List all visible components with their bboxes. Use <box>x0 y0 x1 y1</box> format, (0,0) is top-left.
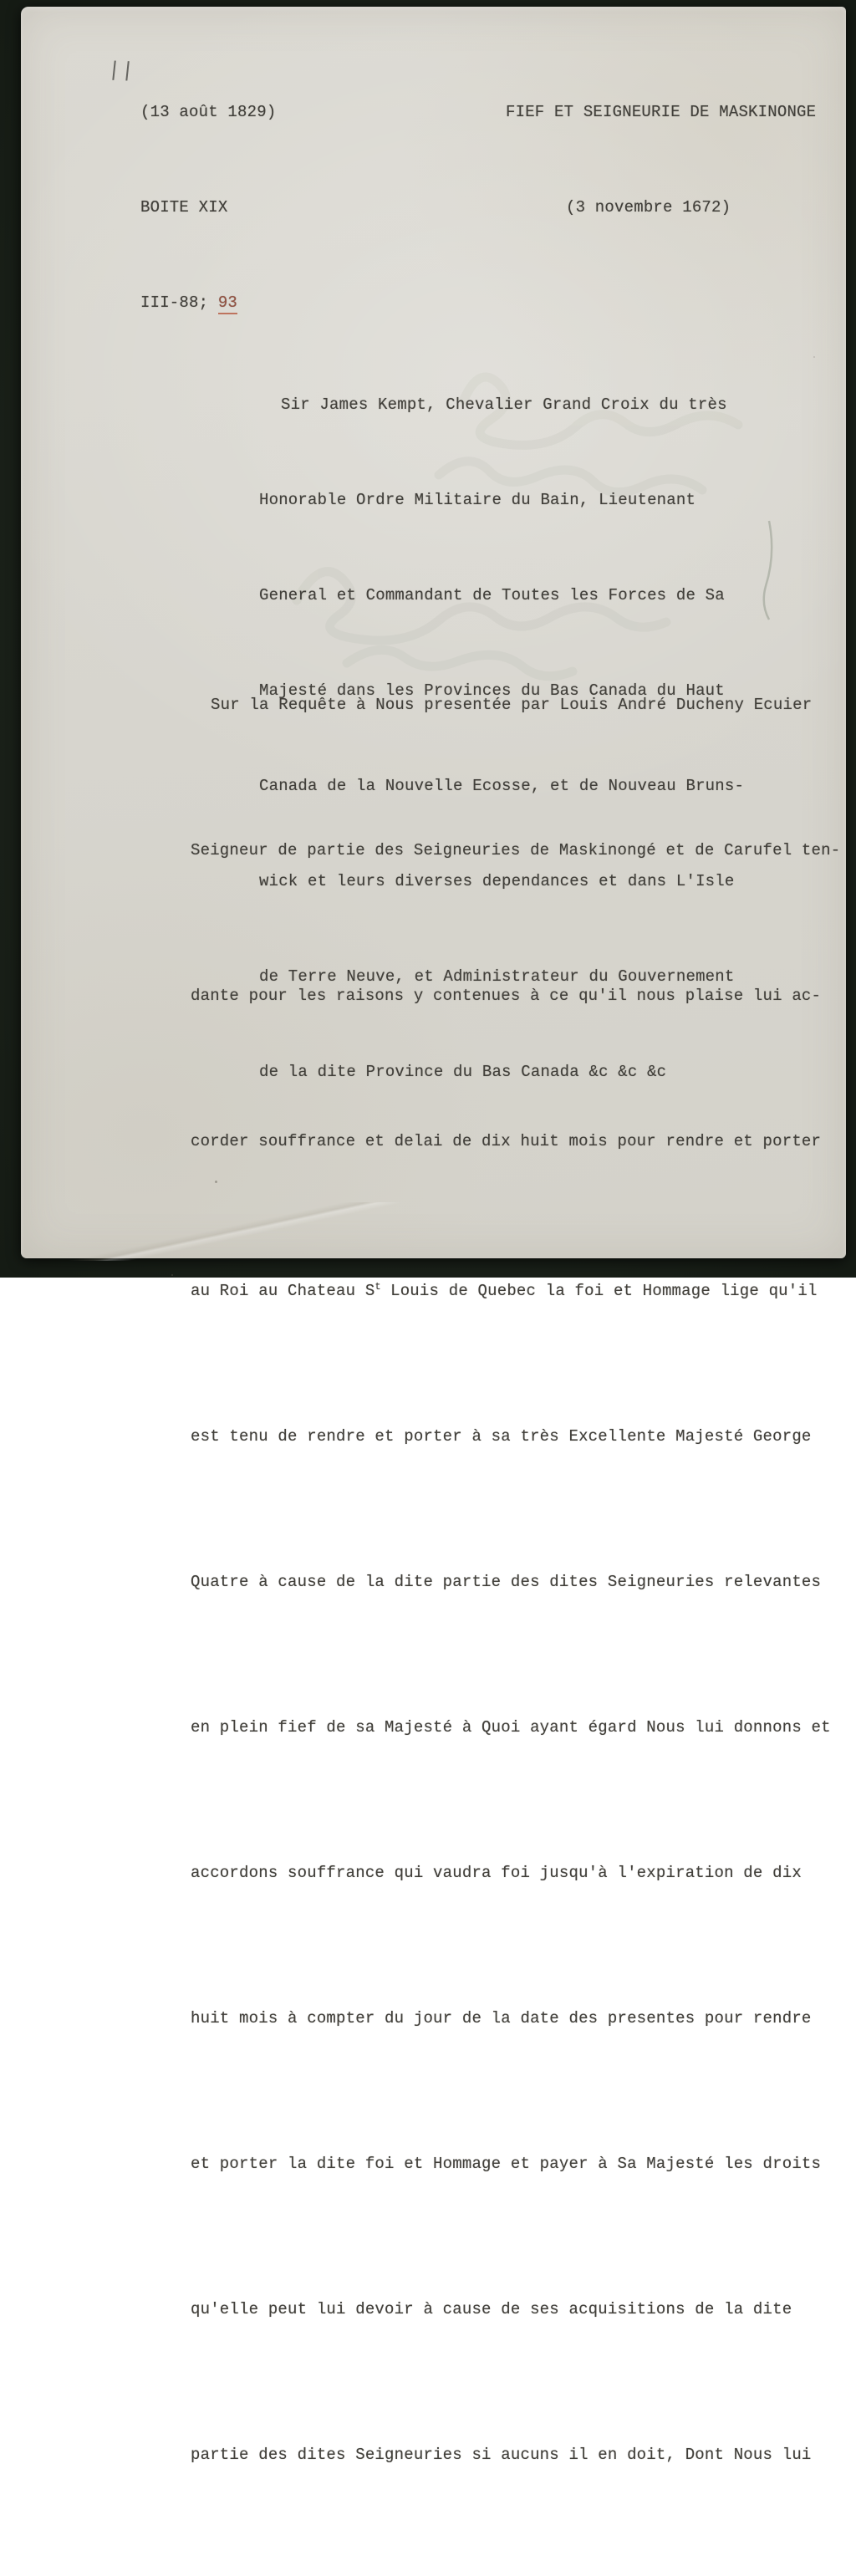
body-line: au Roi au Chateau $S^t$ Louis de Quebec la foi et Hommage lige qu'il <box>191 1281 818 1300</box>
salutation-line: de Terre Neuve, et Administrateur du Gouvernement <box>259 967 735 986</box>
document-date: (3 novembre 1672) <box>566 198 731 217</box>
paper-speck <box>813 356 815 358</box>
body-line: Sur la Requête à Nous presentée par Louis André Ducheny Ecuier <box>211 696 813 714</box>
body-line: Seigneur de partie des Seigneuries de Maskinongé et de Carufel ten- <box>191 841 841 860</box>
document-title: FIEF ET SEIGNEURIE DE MASKINONGE <box>506 103 817 121</box>
body-line: partie des dites Seigneuries si aucuns il en doit, Dont Nous lui <box>191 2446 812 2464</box>
file-reference-page-red: 93 <box>218 293 237 314</box>
body-line: Quatre à cause de la dite partie des dites Seigneuries relevantes <box>191 1573 822 1591</box>
title-block <box>506 33 816 287</box>
body-line: et porter la dite foi et Hommage et payer à Sa Majesté les droits <box>191 2155 822 2173</box>
salutation-line: General et Commandant de Toutes les Forces de Sa <box>259 586 725 604</box>
salutation-line: Canada de la Nouvelle Ecosse, et de Nouveau Bruns- <box>259 777 745 795</box>
body-paragraph <box>191 584 840 2576</box>
pencil-check-mark: || <box>106 58 136 84</box>
archival-reference-block <box>140 33 276 382</box>
paper-speck <box>171 1274 173 1276</box>
salutation-line: Sir James Kempt, Chevalier Grand Croix du très <box>281 395 727 414</box>
body-line: accordons souffrance qui vaudra foi jusqu'à l'expiration de dix <box>191 1864 802 1882</box>
document-page <box>21 7 846 2464</box>
box-label: BOITE XIX <box>140 198 228 217</box>
salutation-line: Majesté dans les Provinces du Bas Canada du Haut <box>259 681 725 700</box>
salutation-line: Honorable Ordre Militaire du Bain, Lieutenant <box>259 491 696 509</box>
file-reference <box>140 287 276 319</box>
body-line: qu'elle peut lui devoir à cause de ses acquisitions de la dite <box>191 2300 792 2318</box>
received-date: (13 août 1829) <box>140 103 277 121</box>
salutation-line: de la dite Province du Bas Canada &c &c &c <box>259 1063 667 1081</box>
body-line: corder souffrance et delai de dix huit mois pour rendre et porter <box>191 1132 822 1150</box>
body-line: dante pour les raisons y contenues à ce qu'il nous plaise lui ac- <box>191 987 822 1005</box>
body-line: en plein fief de sa Majesté à Quoi ayant égard Nous lui donnons et <box>191 1718 831 1737</box>
body-line: est tenu de rendre et porter à sa très Excellente Majesté George <box>191 1427 812 1446</box>
paper-speck <box>215 1181 217 1183</box>
file-reference-number: III-88; <box>140 293 218 312</box>
body-line: huit mois à compter du jour de la date des presentes pour rendre <box>191 2009 812 2028</box>
salutation-line: wick et leurs diverses dependances et dans L'Isle <box>259 872 735 890</box>
